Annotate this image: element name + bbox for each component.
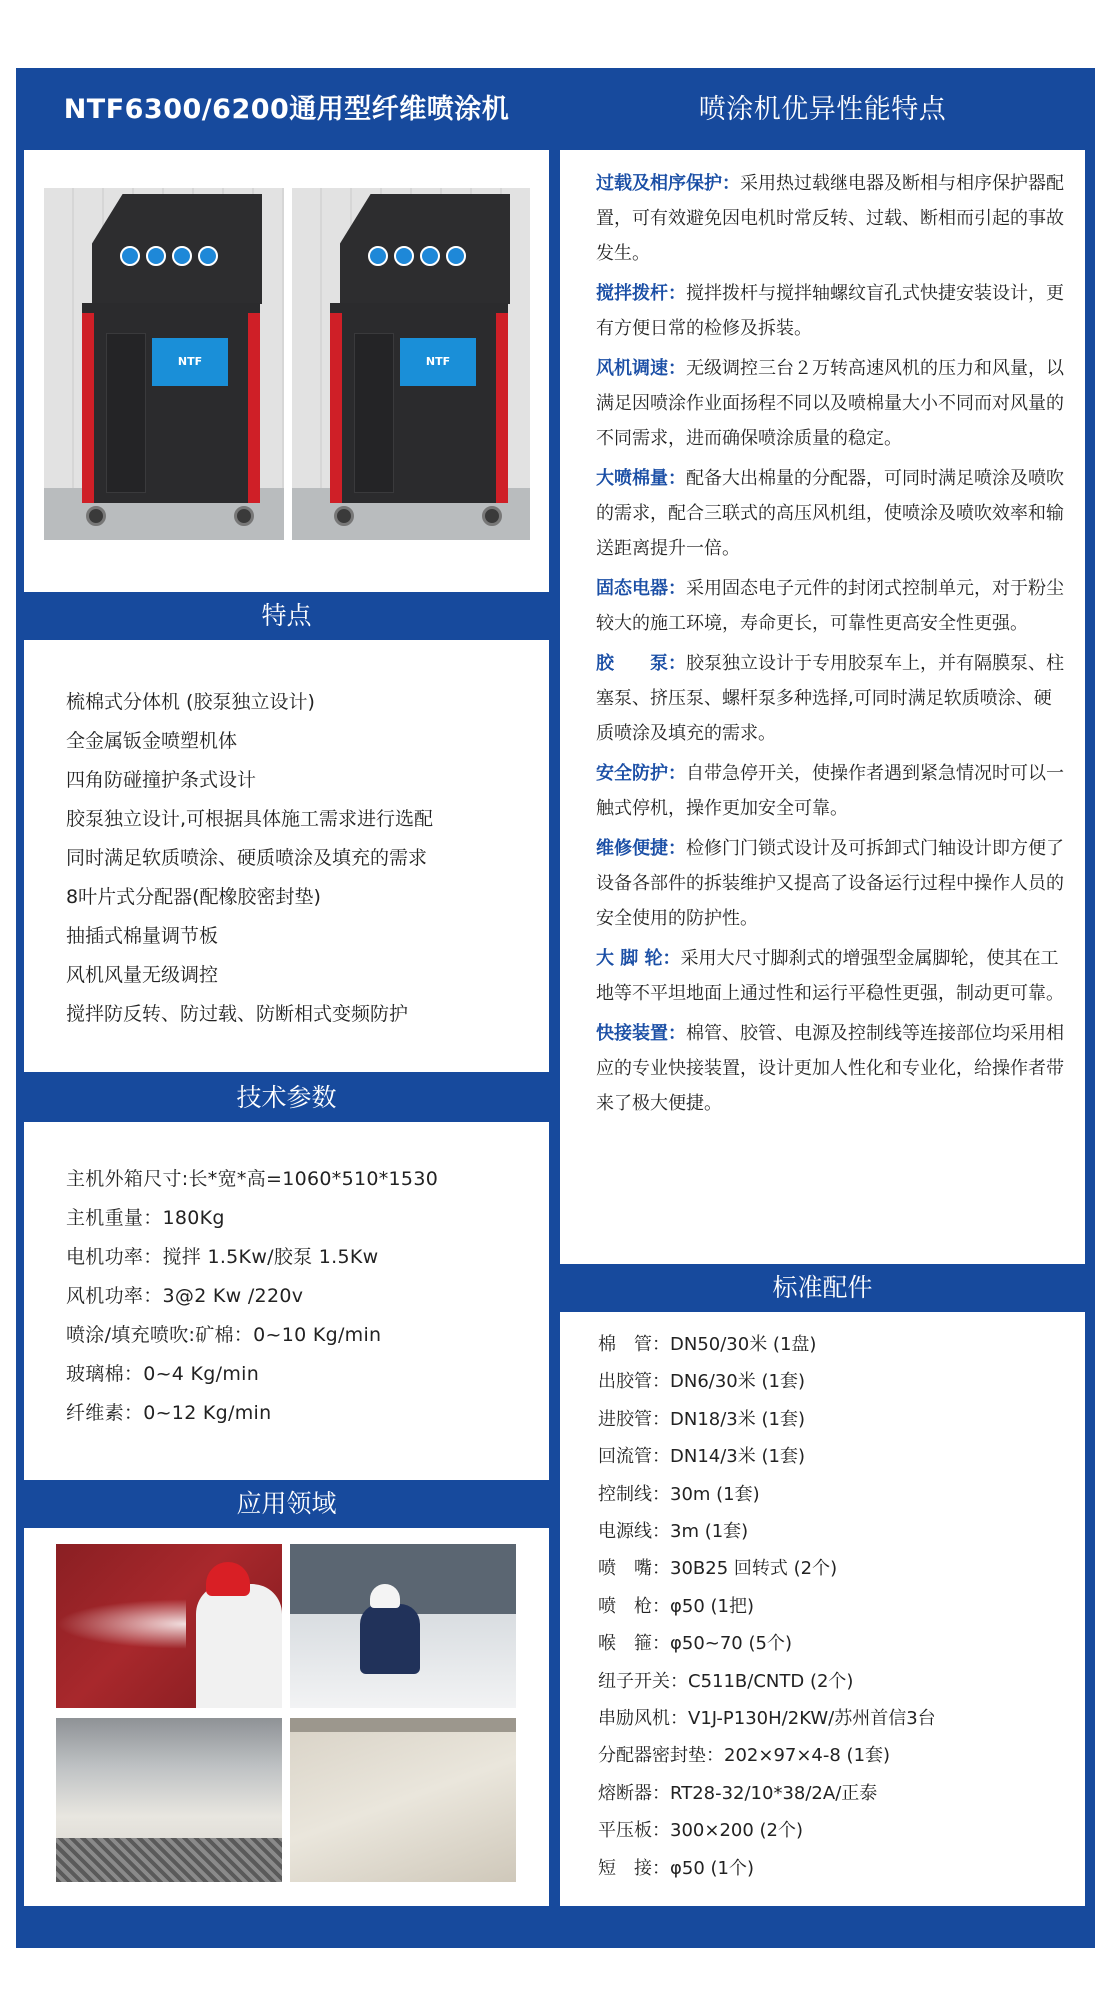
application-header: 应用领域 (236, 1489, 337, 1518)
accessory-item: 串励风机：V1J-P130H/2KW/苏州首信3台 (598, 1708, 936, 1730)
performance-item: 安全防护：自带急停开关，使操作者遇到紧急情况时可以一触式停机，操作更加安全可靠。 (596, 763, 1064, 819)
performance-item: 维修便捷：检修门门锁式设计及可拆卸式门轴设计即方便了设备各部件的拆装维护又提高了设备运行过程中操作人员的安全使用的防护性。 (596, 838, 1064, 929)
accessory-item: 短 接：φ50 (1个) (598, 1857, 754, 1879)
performance-item: 胶 泵：胶泵独立设计于专用胶泵车上，并有隔膜泵、柱塞泵、挤压泵、螺杆泵多种选择,可同时满足软质喷涂、硬质喷涂及填充的需求。 (596, 653, 1064, 744)
feature-item: 8叶片式分配器(配橡胶密封垫) (66, 886, 321, 908)
feature-item: 抽插式棉量调节板 (66, 925, 219, 947)
product-title: NTF6300/6200通用型纤维喷涂机 (63, 94, 510, 125)
application-photo-spraying (56, 1544, 282, 1708)
accessory-item: 电源线：3m (1套) (598, 1521, 749, 1543)
tech-item: 纤维素：0~12 Kg/min (66, 1402, 272, 1424)
accessory-item: 平压板：300×200 (2个) (598, 1820, 804, 1842)
machine-photo-right (292, 188, 530, 540)
feature-item: 胶泵独立设计,可根据具体施工需求进行选配 (66, 808, 434, 830)
accessory-item: 纽子开关：C511B/CNTD (2个) (598, 1670, 854, 1692)
performance-item: 大 脚 轮：采用大尺寸脚刹式的增强型金属脚轮，使其在工地等不平坦地面上通过性和运行平稳性更强，制动更可靠。 (596, 948, 1064, 1004)
feature-item: 四角防碰撞护条式设计 (66, 769, 257, 791)
tech-item: 玻璃棉：0~4 Kg/min (66, 1363, 260, 1385)
application-photo-floor (290, 1544, 516, 1708)
performance-item: 大喷棉量：配备大出棉量的分配器，可同时满足喷涂及喷吹的需求，配合三联式的高压风机组，使喷涂及喷吹效率和输送距离提升一倍。 (596, 468, 1064, 559)
machine-photo-left (44, 188, 284, 540)
performance-item: 风机调速：无级调控三台２万转高速风机的压力和风量，以满足因喷涂作业面扬程不同以及喷棉量大小不同而对风量的不同需求，进而确保喷涂质量的稳定。 (596, 358, 1064, 449)
accessory-item: 回流管：DN14/3米 (1套) (598, 1446, 805, 1468)
application-photo-ceiling (290, 1718, 516, 1882)
performance-item: 快接装置：棉管、胶管、电源及控制线等连接部位均采用相应的专业快接装置，设计更加人性化和专业化，给操作者带来了极大便捷。 (596, 1023, 1064, 1114)
features-header: 特点 (261, 601, 312, 630)
accessory-item: 喷 枪：φ50 (1把) (598, 1595, 754, 1617)
tech-panel (24, 1122, 549, 1480)
application-panel (24, 1528, 549, 1906)
tech-item: 主机重量：180Kg (66, 1207, 225, 1229)
feature-item: 梳棉式分体机 (胶泵独立设计) (66, 691, 315, 713)
control-icons (368, 246, 468, 272)
accessory-item: 控制线：30m (1套) (598, 1483, 760, 1505)
accessory-item: 喉 箍：φ50~70 (5个) (598, 1633, 792, 1655)
feature-item: 同时满足软质喷涂、硬质喷涂及填充的需求 (66, 847, 428, 869)
control-icons (120, 246, 220, 272)
tech-item: 喷涂/填充喷吹:矿棉：0~10 Kg/min (66, 1324, 382, 1346)
features-panel (24, 640, 549, 1072)
accessory-item: 棉 管：DN50/30米 (1盘) (598, 1334, 817, 1355)
tech-item: 主机外箱尺寸:长*宽*高=1060*510*1530 (66, 1168, 439, 1190)
accessory-item: 出胶管：DN6/30米 (1套) (598, 1371, 805, 1393)
accessory-item: 喷 嘴：30B25 回转式 (2个) (598, 1558, 838, 1580)
performance-title: 喷涂机优异性能特点 (698, 94, 947, 125)
feature-item: 全金属钣金喷塑机体 (66, 730, 238, 752)
accessories-panel (560, 1312, 1085, 1906)
application-photo-wall (56, 1718, 282, 1882)
performance-panel (560, 150, 1085, 1264)
feature-item: 风机风量无级调控 (66, 964, 219, 986)
performance-item: 固态电器：采用固态电子元件的封闭式控制单元，对于粉尘较大的施工环境，寿命更长，可靠性更高安全性更强。 (596, 578, 1064, 634)
tech-item: 风机功率：3@2 Kw /220v (66, 1285, 304, 1307)
feature-item: 搅拌防反转、防过载、防断相式变频防护 (66, 1003, 409, 1025)
machine-logo: NTF (152, 338, 228, 386)
performance-item: 搅拌拨杆：搅拌拨杆与搅拌轴螺纹盲孔式快捷安装设计，更有方便日常的检修及拆装。 (596, 283, 1064, 339)
performance-item: 过载及相序保护：采用热过载继电器及断相与相序保护器配置，可有效避免因电机时常反转、过载、断相而引起的事故发生。 (596, 173, 1064, 264)
accessory-item: 进胶管：DN18/3米 (1套) (598, 1408, 805, 1430)
tech-header: 技术参数 (236, 1083, 337, 1112)
accessory-item: 分配器密封垫：202×97×4-8 (1套) (598, 1745, 891, 1767)
machine-logo: NTF (400, 338, 476, 386)
accessories-header: 标准配件 (772, 1273, 873, 1302)
product-image-panel (24, 150, 549, 592)
tech-item: 电机功率：搅拌 1.5Kw/胶泵 1.5Kw (66, 1246, 379, 1268)
accessory-item: 熔断器：RT28-32/10*38/2A/正泰 (598, 1782, 878, 1804)
